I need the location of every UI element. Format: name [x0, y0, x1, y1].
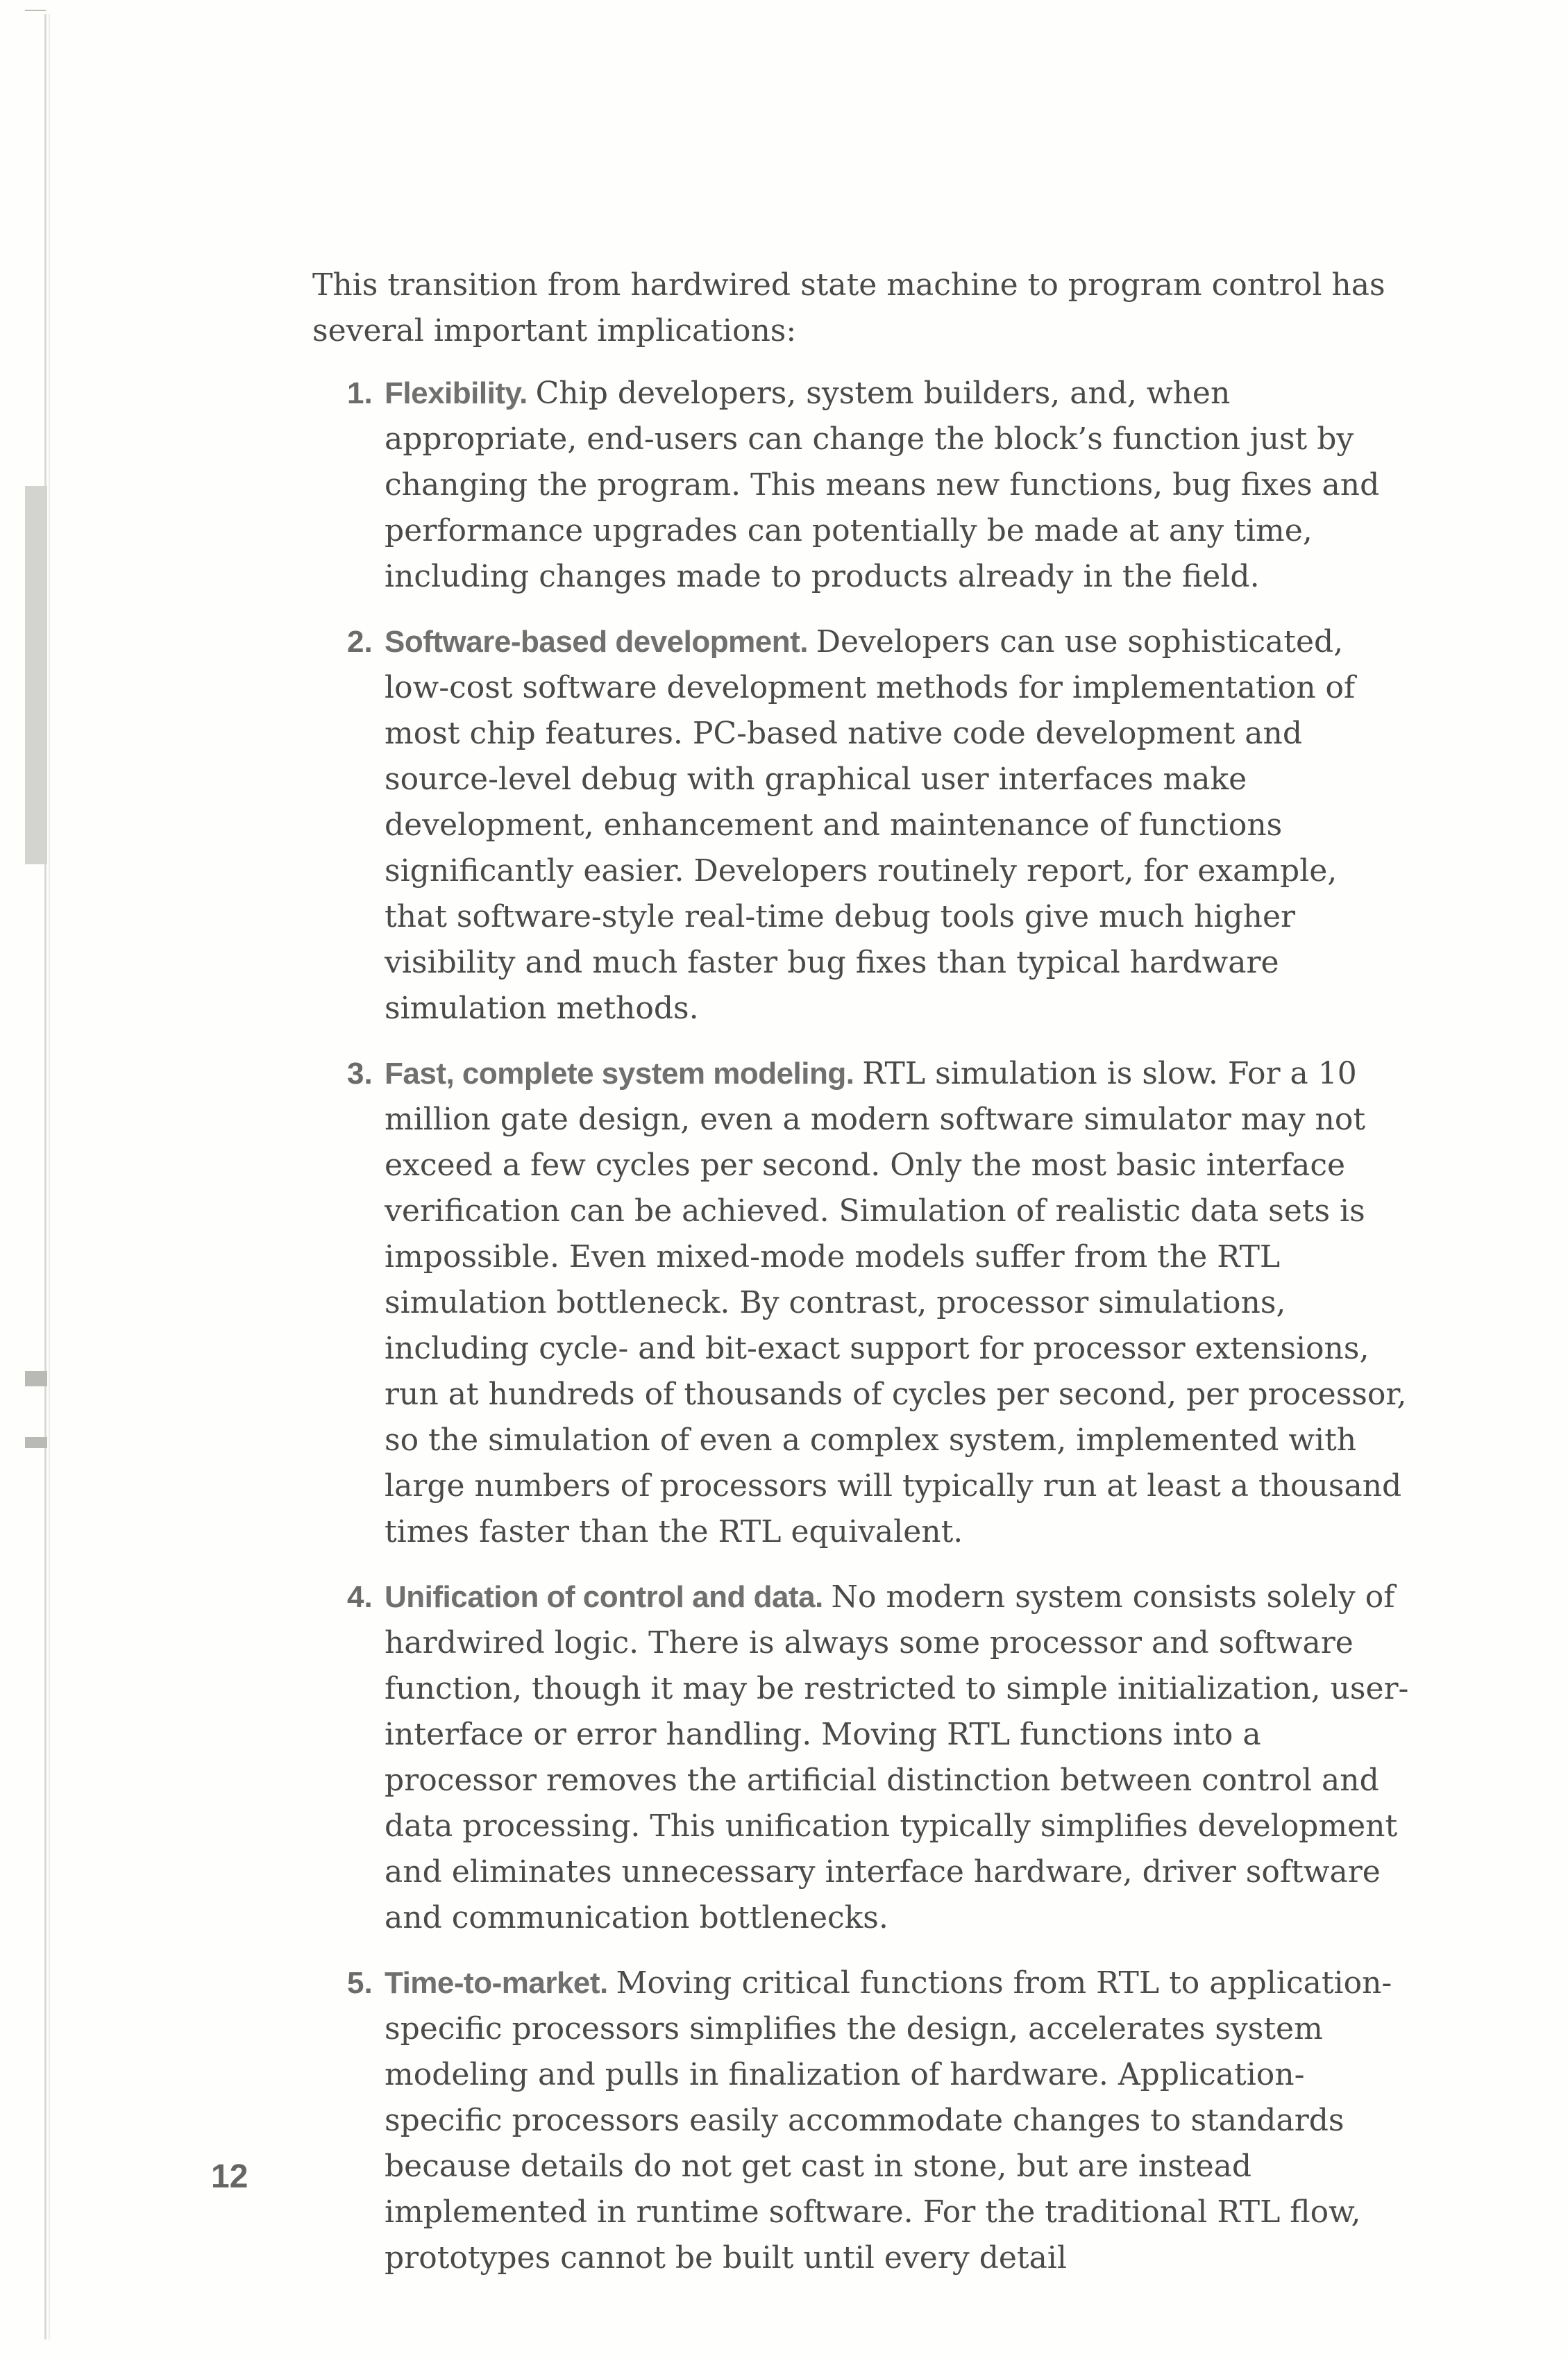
item-body: No modern system consists solely of hardwired logic. There is always some processor and software function, though it may be restricted to simple initialization, user-interface or error handling. Moving RTL functions into a processor removes the artificial distinction between control and data processing. This unification typically simplifies development and eliminates unnecessary interface hardware, driver software and communication bottlenecks. — [385, 1579, 1409, 1935]
item-heading: Fast, complete system modeling. — [385, 1057, 863, 1091]
item-body: Chip developers, system builders, and, when appropriate, end-users can change the block’s function just by changing the program. This means new functions, bug fixes and performance upgrades can potentially be made at any time, including changes made to products already in the field. — [385, 376, 1380, 594]
thumb-index-mark — [25, 1437, 47, 1448]
item-body: Moving critical functions from RTL to application-specific processors simplifies the design, accelerates system modeling and pulls in finalization of hardware. Application-specific processors easily accommodate changes to standards because details do not get cast in stone, but are instead implemented in runtime software. For the traditional RTL flow, prototypes cannot be built until every detail — [385, 1965, 1392, 2276]
item-body: Developers can use sophisticated, low-cost software development methods for implementation of most chip features. PC-based native code development and source-level debug with graphical user interfaces make development, enhancement and maintenance of functions significantly easier. Developers routinely report, for example, that software-style real-time debug tools give much higher visibility and much faster bug fixes than typical hardware simulation methods. — [385, 624, 1356, 1026]
main-text — [312, 262, 1409, 2301]
item-number: 1. — [347, 376, 373, 410]
page-number: 12 — [211, 2158, 248, 2195]
list-item — [312, 1574, 1409, 1941]
thumb-index-mark — [25, 1371, 47, 1386]
intro-paragraph: This transition from hardwired state machine to program control has several important implications: — [312, 267, 1385, 348]
item-heading: Flexibility. — [385, 376, 536, 410]
binding-edge-line — [44, 14, 47, 2339]
item-body: RTL simulation is slow. For a 10 million gate design, even a modern software simulator may not exceed a few cycles per second. Only the most basic interface verification can be achieved. Simulation of realistic data sets is impossible. Even mixed-mode models suffer from the RTL simulation bottleneck. By contrast, processor simulations, including cycle- and bit-exact support for processor extensions, run at hundreds of thousands of cycles per second, per processor, so the simulation of even a complex system, implemented with large numbers of processors will typically run at least a thousand times faster than the RTL equivalent. — [385, 1056, 1407, 1549]
implications-list — [312, 371, 1409, 2281]
item-number: 5. — [347, 1966, 373, 2000]
scan-corner-mark — [25, 10, 46, 11]
binding-edge-shadow — [49, 14, 50, 2339]
list-item — [312, 1051, 1409, 1555]
item-heading: Time-to-market. — [385, 1966, 616, 2000]
list-item — [312, 1960, 1409, 2281]
item-number: 3. — [347, 1057, 373, 1091]
item-number: 4. — [347, 1580, 373, 1614]
item-number: 2. — [347, 625, 373, 659]
list-item — [312, 371, 1409, 600]
list-item — [312, 619, 1409, 1032]
item-heading: Software-based development. — [385, 625, 816, 659]
thumb-index-tab — [25, 486, 47, 864]
item-heading: Unification of control and data. — [385, 1580, 832, 1614]
